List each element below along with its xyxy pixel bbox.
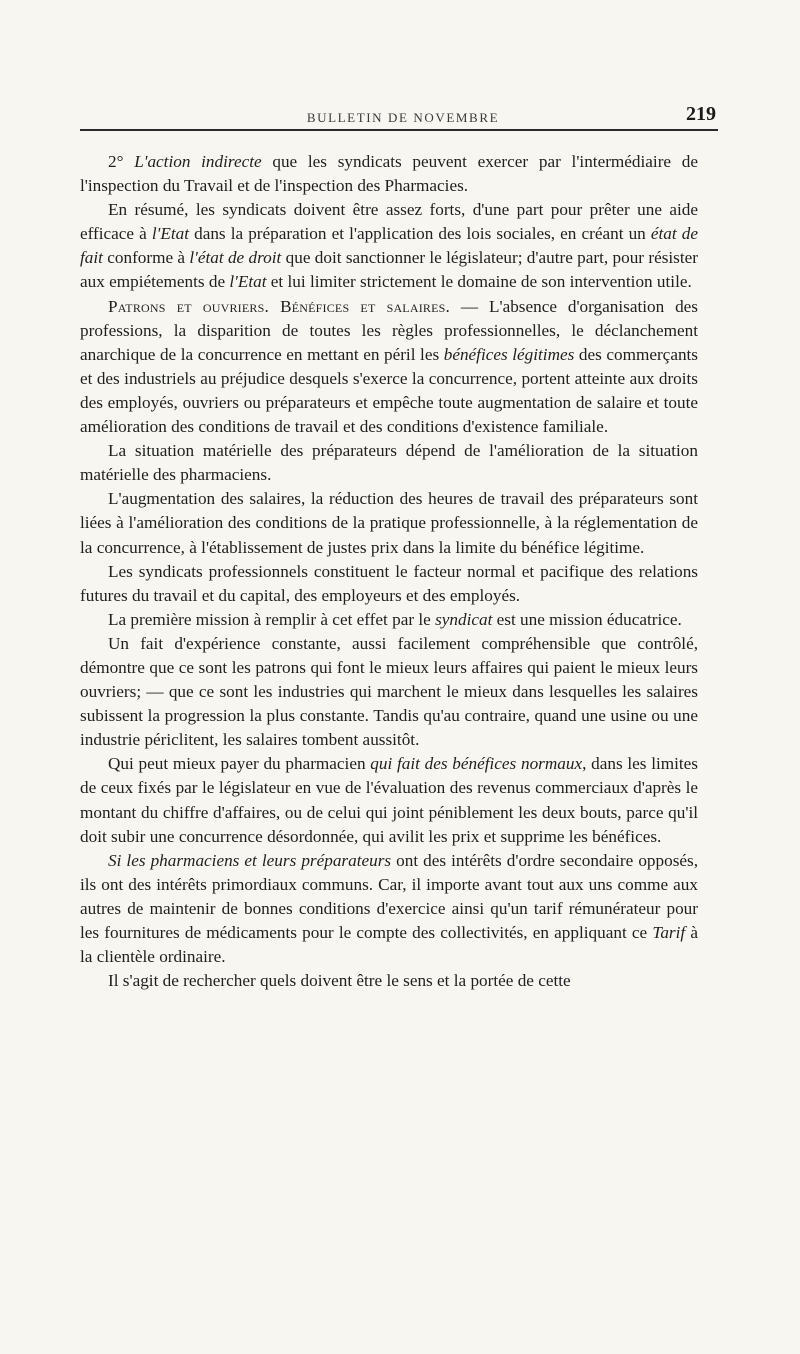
paragraph-5: L'augmentation des salaires, la réduction des heures de travail des préparateurs sont liées à l'amélioration des conditions de la pratique professionnelle, à la réglementation de la concurrence, à l'établissement de justes prix dans la limite du bénéfice légitime. <box>80 489 698 557</box>
paragraph-4: La situation matérielle des préparateurs dépend de l'amélioration de la situation matérielle des pharmaciens. <box>80 441 698 485</box>
paragraph-11: Il s'agit de rechercher quels doivent être le sens et la portée de cette <box>108 971 571 991</box>
paragraph-2: En résumé, les syndicats doivent être assez forts, d'une part pour prêter une aide efficace à l'Etat dans la préparation et l'application des lois sociales, en créant un état de fait conforme à l'état de droit que doit sanctionner le législateur; d'autre part, pour résister aux empiétements de l'Etat et lui limiter strictement le domaine de son intervention utile. <box>80 200 698 292</box>
section-heading: Patrons et ouvriers. Bénéfices et salaires. <box>108 296 451 316</box>
paragraph-6: Les syndicats professionnels constituent le facteur normal et pacifique des relations futures du travail et du capital, des employeurs et des employés. <box>80 561 698 605</box>
running-title: BULLETIN DE NOVEMBRE <box>306 110 500 125</box>
header-rule <box>80 129 718 131</box>
body-text <box>80 150 698 993</box>
paragraph-8: Un fait d'expérience constante, aussi facilement compréhensible que contrôlé, démontre que ce sont les patrons qui font le mieux leurs affaires qui paient le mieux leurs ouvriers; — que ce sont les industries qui marchent le mieux dans lesquelles les salaires subissent la progression la plus constante. Tandis qu'au contraire, quand une usine ou une industrie périclitent, les salaires tombent aussitôt. <box>80 633 698 750</box>
page-header <box>80 103 716 126</box>
paragraph-7: La première mission à remplir à cet effet par le syndicat est une mission éducatrice. <box>108 609 682 629</box>
paragraph-10: Si les pharmaciens et leurs préparateurs ont des intérêts d'ordre secondaire opposés, ils ont des intérêts primordiaux communs. Car, il importe avant tout aux uns comme aux autres de maintenir de bonnes conditions d'exercice ainsi qu'un tarif rémunérateur pour les fournitures de médicaments pour le compte des collectivités, en appliquant ce Tarif à la clientèle ordinaire. <box>80 850 698 967</box>
page-number: 219 <box>685 103 716 125</box>
paragraph-1: 2° L'action indirecte que les syndicats peuvent exercer par l'intermédiaire de l'inspection du Travail et de l'inspection des Pharmacies. <box>80 152 699 196</box>
paragraph-9: Qui peut mieux payer du pharmacien qui fait des bénéfices normaux, dans les limites de ceux fixés par le législateur en vue de l'évaluation des revenus commerciaux d'après le montant du chiffre d'affaires, ou de celui qui joint péniblement les deux bouts, parce qu'il doit subir une concurrence désordonnée, qui avilit les prix et supprime les bénéfices. <box>80 754 698 846</box>
paragraph-3: Patrons et ouvriers. Bénéfices et salaires. — L'absence d'organisation des professions, la disparition de toutes les règles professionnelles, le déclanchement anarchique de la concurrence en mettant en péril les bénéfices légitimes des commerçants et des industriels au préjudice desquels s'exerce la concurrence, portent atteinte aux droits des employés, ouvriers ou préparateurs et empêche toute augmentation de salaire et toute amélioration des conditions de travail et des conditions d'existence familiale. <box>80 296 698 437</box>
